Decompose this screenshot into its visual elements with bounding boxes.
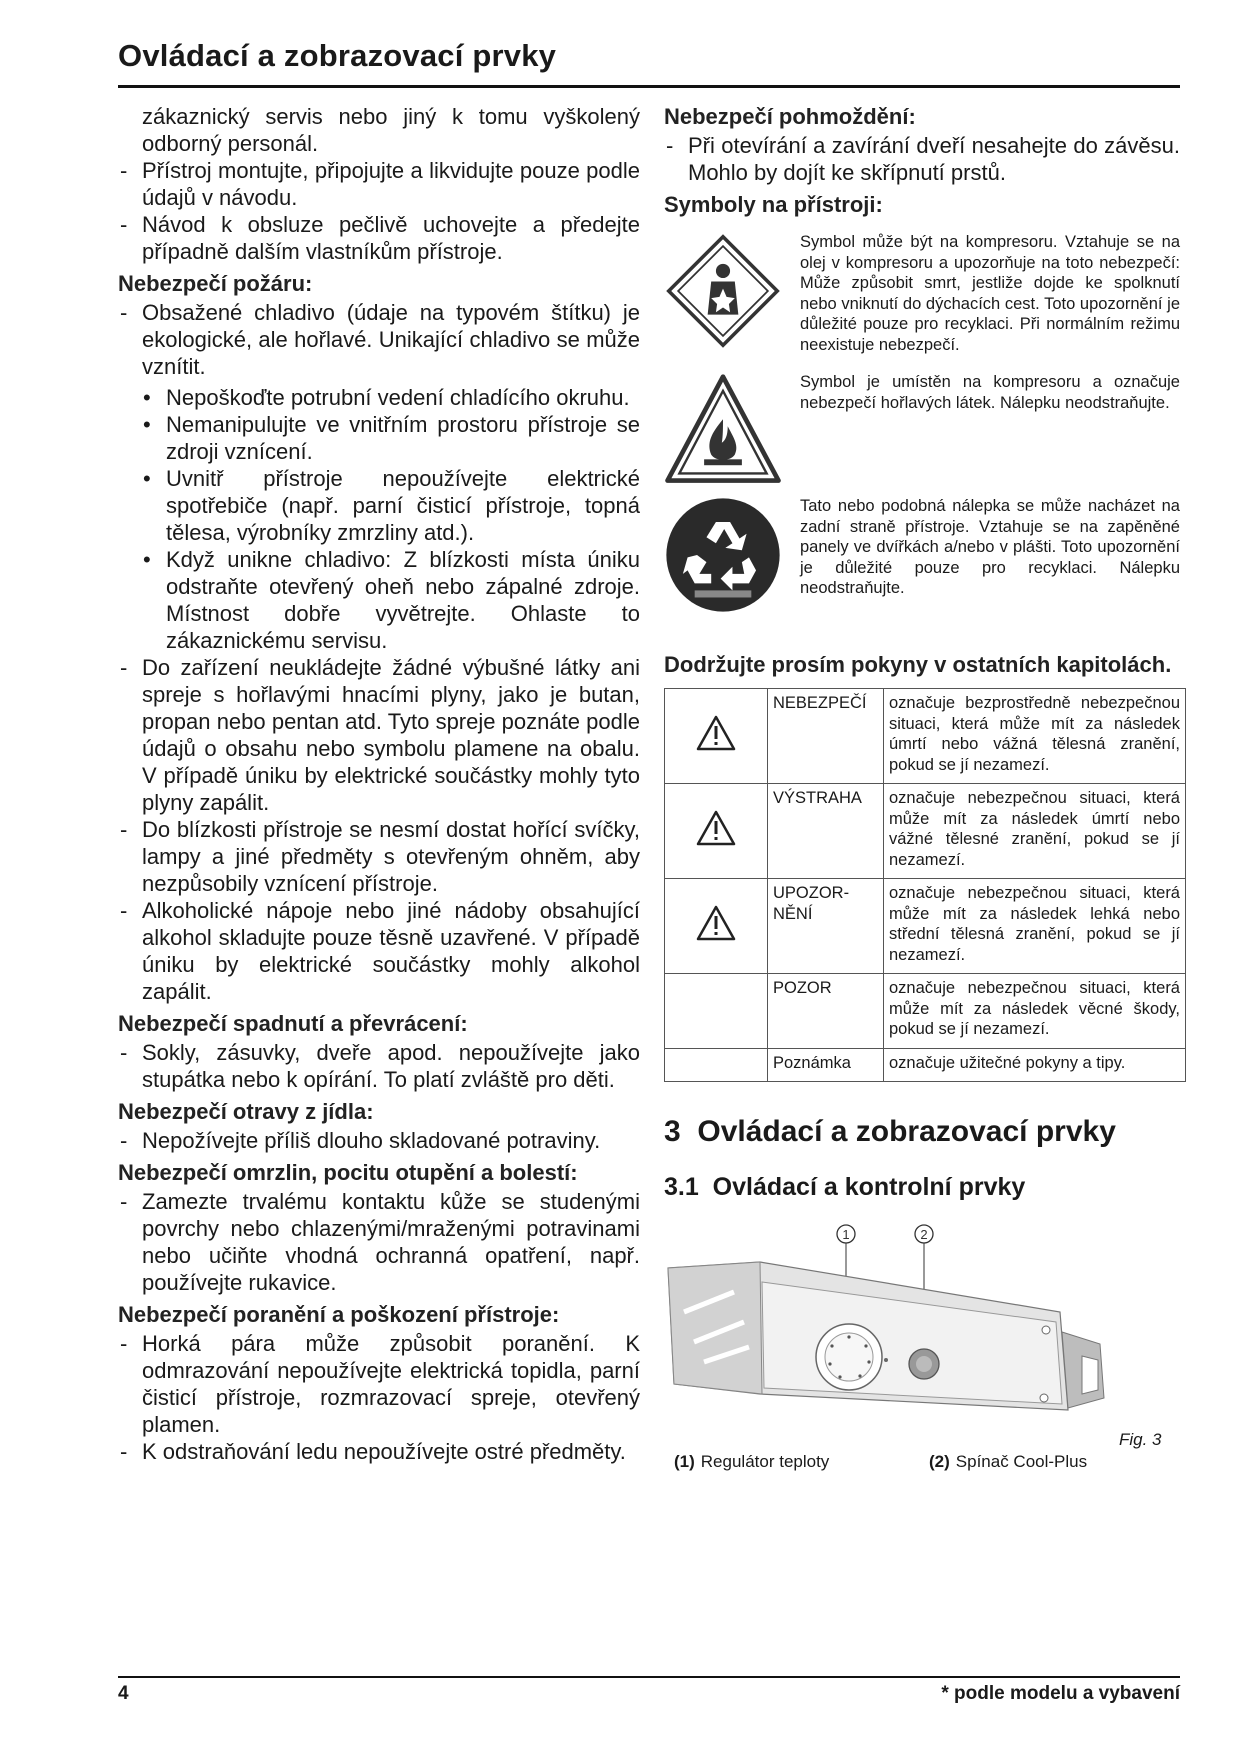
notice-heading: Dodržujte prosím pokyny v ostatních kapitolách. xyxy=(664,652,1172,677)
subsection-title: Ovládací a kontrolní prvky xyxy=(712,1173,1026,1201)
bullet-item: • Uvnitř přístroje nepoužívejte elektrické spotřebiče (např. parní čisticí přístroje, topná tělesa, výrobníky zmrzliny atd.). xyxy=(118,465,640,546)
list-item: - Nepožívejte příliš dlouho skladované potraviny. xyxy=(118,1127,640,1154)
list-item: - Návod k obsluze pečlivě uchovejte a předejte případně dalším vlastníkům přístroje. xyxy=(118,211,640,265)
control-panel-figure xyxy=(664,1222,1180,1472)
signal-word: Poznámka xyxy=(768,1048,884,1082)
paragraph: zákaznický servis nebo jiný k tomu vyškolený odborný personál. xyxy=(142,104,640,156)
figure-caption-1 xyxy=(674,1448,829,1475)
list-item: - Sokly, zásuvky, dveře apod. nepoužívejte jako stupátka nebo k opírání. To platí zvláště pro děti. xyxy=(118,1039,640,1093)
list-item: - Do zařízení neukládejte žádné výbušné látky ani spreje s hořlavými hnacími plyny, jako je butan, propan nebo pentan atd. Tyto spreje poznáte podle údajů o obsahu nebo symbolu plamene na obalu. V případě úniku by elektrické součástky mohly tyto plyny zapálit. xyxy=(118,654,640,816)
list-item: - K odstraňování ledu nepoužívejte ostré předměty. xyxy=(118,1438,640,1465)
section-title: Ovládací a zobrazovací prvky xyxy=(697,1115,1116,1148)
list-item: - Do blízkosti přístroje se nesmí dostat hořící svíčky, lampy a jiné předměty s otevřeným ohněm, aby nezpůsobily vznícení přístroje. xyxy=(118,816,640,897)
flammable-icon xyxy=(664,372,782,490)
header-rule xyxy=(118,85,1180,88)
callout-1: 1 xyxy=(842,1227,850,1242)
crush-heading: Nebezpečí pohmoždění: xyxy=(664,104,916,129)
section-number: 3 xyxy=(664,1115,681,1148)
symbol-entry xyxy=(664,496,1180,646)
list-item: - Přístroj montujte, připojujte a likvidujte pouze podle údajů v návodu. xyxy=(118,157,640,211)
table-row xyxy=(665,784,1186,879)
list-item: - Obsažené chladivo (údaje na typovém štítku) je ekologické, ale hořlavé. Unikající chladivo se může vznítit. xyxy=(118,299,640,380)
list-item: - Zamezte trvalému kontaktu kůže se studenými povrchy nebo chlazenými/mraženými potravinami nebo učiňte vhodná ochranná opatření, např. používejte rukavice. xyxy=(118,1188,640,1296)
symbol-description: Symbol je umístěn na kompresoru a označuje nebezpečí hořlavých látek. Nálepku neodstraňujte. xyxy=(800,373,1180,412)
warning-triangle-icon xyxy=(696,905,736,941)
left-column xyxy=(118,103,640,1465)
signal-word: POZOR xyxy=(768,974,884,1049)
caption-number: (1) xyxy=(674,1452,695,1471)
control-panel-illustration xyxy=(664,1222,1180,1432)
bullet-item: • Nemanipulujte ve vnitřním prostoru přístroje se zdroji vznícení. xyxy=(118,411,640,465)
page-number: 4 xyxy=(118,1683,129,1704)
fire-heading: Nebezpečí požáru: xyxy=(118,271,313,296)
subsection-heading xyxy=(664,1172,1180,1202)
recycling-icon xyxy=(664,496,782,614)
bullet-item: • Nepoškoďte potrubní vedení chladícího okruhu. xyxy=(118,384,640,411)
figure-label: Fig. 3 xyxy=(1119,1430,1162,1449)
list-item: - Horká pára může způsobit poranění. K odmrazování nepoužívejte elektrická topidla, parní čisticí přístroje, rozmrazovací spreje, otevřený plamen. xyxy=(118,1330,640,1438)
symbols-heading: Symboly na přístroji: xyxy=(664,192,883,217)
table-row xyxy=(665,689,1186,784)
page-title: Ovládací a zobrazovací prvky xyxy=(118,38,557,73)
table-row xyxy=(665,1048,1186,1082)
list-item: - Alkoholické nápoje nebo jiné nádoby obsahující alkohol skladujte pouze těsně uzavřené. V případě úniku by elektrické součástky mohly alkohol zapálit. xyxy=(118,897,640,1005)
subsection-number: 3.1 xyxy=(664,1173,699,1201)
signal-description: označuje nebezpečnou situaci, která může mít za následek věcné škody, pokud se jí nezamezí. xyxy=(884,974,1186,1049)
section-heading xyxy=(664,1114,1180,1150)
symbol-description: Symbol může být na kompresoru. Vztahuje se na olej v kompresoru a upozorňuje na toto nebezpečí: Může způsobit smrt, jestliže dojde ke spolknutí nebo vniknutí do dýchacích cest. Toto upozornění je důležité pouze pro recyklaci. Při normálním režimu neexistuje nebezpečí. xyxy=(800,233,1180,354)
footer-note: * podle modelu a vybavení xyxy=(941,1683,1180,1704)
signal-description: označuje nebezpečnou situaci, která může mít za následek úmrtí nebo vážné tělesné zranění, pokud se jí nezamezí. xyxy=(884,784,1186,879)
table-row xyxy=(665,879,1186,974)
list-item: - Při otevírání a zavírání dveří nesahejte do závěsu. Mohlo by dojít ke skřípnutí prstů. xyxy=(664,132,1180,186)
injury-heading: Nebezpečí poranění a poškození přístroje: xyxy=(118,1302,560,1327)
poison-heading: Nebezpečí otravy z jídla: xyxy=(118,1099,374,1124)
figure-caption-2 xyxy=(929,1448,1087,1475)
bullet-item: • Když unikne chladivo: Z blízkosti místa úniku odstraňte otevřený oheň nebo zápalné zdroje. Místnost dobře vyvětrejte. Ohlaste to zákaznickému servisu. xyxy=(118,546,640,654)
signal-word: NEBEZPEČÍ xyxy=(768,689,884,784)
health-hazard-icon xyxy=(664,232,782,350)
right-column xyxy=(664,103,1180,1472)
table-row xyxy=(665,974,1186,1049)
callout-2: 2 xyxy=(920,1227,928,1242)
signal-word: VÝSTRAHA xyxy=(768,784,884,879)
caption-text: Spínač Cool-Plus xyxy=(955,1452,1088,1471)
caption-text: Regulátor teploty xyxy=(700,1452,830,1471)
symbol-entry xyxy=(664,372,1180,496)
warning-triangle-icon xyxy=(696,810,736,846)
symbol-description: Tato nebo podobná nálepka se může nacházet na zadní straně přístroje. Vztahuje se na zapěněné panely ve dvířkách a/nebo v plášti. Toto upozornění je důležité pouze pro recyklaci. Nálepku neodstraňujte. xyxy=(800,497,1180,597)
tip-heading: Nebezpečí spadnutí a převrácení: xyxy=(118,1011,468,1036)
caption-number: (2) xyxy=(929,1452,950,1471)
warning-triangle-icon xyxy=(696,715,736,751)
signal-description: označuje užitečné pokyny a tipy. xyxy=(884,1048,1186,1082)
signal-description: označuje nebezpečnou situaci, která může mít za následek lehká nebo střední tělesná zranění, pokud se jí nezamezí. xyxy=(884,879,1186,974)
symbol-entry xyxy=(664,232,1180,372)
signal-word: UPOZOR-NĚNÍ xyxy=(768,879,884,974)
signal-description: označuje bezprostředně nebezpečnou situaci, která může mít za následek úmrtí nebo vážná tělesná zranění, pokud se jí nezamezí. xyxy=(884,689,1186,784)
footer-rule xyxy=(118,1676,1180,1678)
frost-heading: Nebezpečí omrzlin, pocitu otupění a bolestí: xyxy=(118,1160,578,1185)
signal-word-table xyxy=(664,688,1186,1082)
